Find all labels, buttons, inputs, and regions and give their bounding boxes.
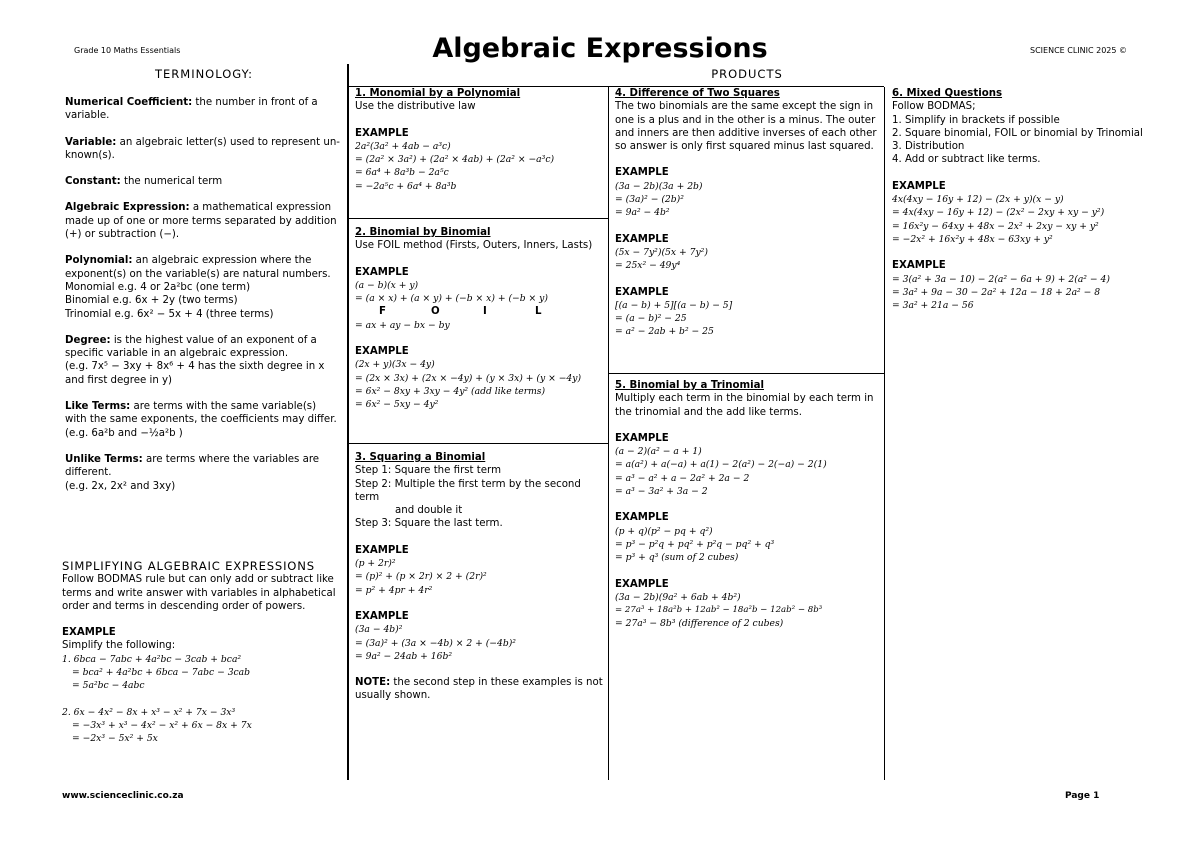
- algebraic-expression-term: Algebraic Expression:: [65, 202, 190, 214]
- like-terms-term: Like Terms:: [65, 401, 131, 413]
- s2-title: 2. Binomial by Binomial: [355, 227, 491, 238]
- section-difference-of-squares: [615, 87, 883, 339]
- s3-example2-label: EXAMPLE: [355, 610, 409, 622]
- s1-text: Use the distributive law: [355, 101, 476, 113]
- simplify-q2-step2: = −2x³ − 5x² + 5x: [72, 733, 158, 745]
- header-grade-label: Grade 10 Maths Essentials: [74, 46, 181, 55]
- s4-c3: = a² − 2ab + b² − 25: [615, 326, 714, 338]
- binomial-example: Binomial e.g. 6x + 2y (two terms): [65, 295, 238, 307]
- s5-title: 5. Binomial by a Trinomial: [615, 380, 765, 391]
- s5-b1: (p + q)(p² − pq + q²): [615, 525, 713, 537]
- s4-example3-label: EXAMPLE: [615, 286, 669, 298]
- s1-example-label: EXAMPLE: [355, 127, 409, 139]
- s5-b3: = p³ + q³ (sum of 2 cubes): [615, 552, 739, 564]
- s4-a2: = (3a)² − (2b)²: [615, 194, 684, 206]
- simplifying-intro: Simplify the following:: [62, 640, 176, 652]
- simplifying-heading: SIMPLIFYING ALGEBRAIC EXPRESSIONS: [62, 559, 315, 573]
- s5-c2: = 27a³ + 18a²b + 12ab² − 18a²b − 12ab² − 8b³: [615, 605, 823, 616]
- simplifying-text: Follow BODMAS rule but can only add or subtract like terms and write answer with variables in alphabetical order and terms in descending order of powers.: [62, 574, 336, 612]
- s6-a4: = −2x² + 16x²y + 48x − 63xy + y²: [892, 233, 1053, 245]
- s2-text: Use FOIL method (Firsts, Outers, Inners, Lasts): [355, 240, 593, 252]
- simplify-q1-step1: = bca² + 4a²bc + 6bca − 7abc − 3cab: [72, 667, 251, 679]
- s6-example1-label: EXAMPLE: [892, 180, 946, 192]
- foil-labels: [355, 305, 605, 318]
- algebraic-expression-def: a mathematical expression made up of one or more terms separated by addition (+) or subtraction (−).: [65, 202, 337, 241]
- s2-b4: = 6x² − 5xy − 4y²: [355, 399, 439, 411]
- s3-example1-label: EXAMPLE: [355, 544, 409, 556]
- foil-l: L: [535, 306, 542, 318]
- footer-website-link[interactable]: www.scienceclinic.co.za: [62, 791, 184, 801]
- section-binomial-trinomial: [615, 379, 883, 631]
- like-terms-example: (e.g. 6a²b and −½a²b ): [65, 427, 183, 439]
- s4-title: 4. Difference of Two Squares: [615, 88, 780, 99]
- s6-title: 6. Mixed Questions: [892, 88, 1003, 99]
- section-squaring-binomial: [355, 451, 607, 703]
- s2-a2: = (a × x) + (a × y) + (−b × x) + (−b × y): [355, 293, 548, 305]
- s2-a3: = ax + ay − bx − by: [355, 319, 450, 331]
- s1-line1: 2a²(3a² + 4ab − a³c): [355, 140, 451, 152]
- products-heading: PRODUCTS: [711, 67, 783, 81]
- variable-def: an algebraic letter(s) used to represent un-known(s).: [65, 136, 340, 161]
- s3-step2-cont: and double it: [395, 505, 463, 517]
- s3-b3: = 9a² − 24ab + 16b²: [355, 650, 453, 662]
- s3-a3: = p² + 4pr + 4r²: [355, 584, 433, 596]
- s2-example1-label: EXAMPLE: [355, 266, 409, 278]
- unlike-terms-term: Unlike Terms:: [65, 453, 143, 465]
- s6-item-4: 4. Add or subtract like terms.: [892, 154, 1041, 166]
- s6-a3: = 16x²y − 64xy + 48x − 2x² + 2xy − xy + y²: [892, 220, 1099, 232]
- s3-a1: (p + 2r)²: [355, 558, 396, 570]
- s6-item-1: 1. Simplify in brackets if possible: [892, 114, 1060, 126]
- foil-i: I: [483, 306, 487, 318]
- s1-line2: = (2a² × 3a²) + (2a² × 4ab) + (2a² × −a³c): [355, 154, 555, 166]
- s1-s2-rule: [349, 218, 608, 219]
- divider-col-3-4: [884, 87, 885, 780]
- numerical-coefficient-term: Numerical Coefficient:: [65, 97, 193, 108]
- s6-b1: = 3(a² + 3a − 10) − 2(a² − 6a + 9) + 2(a² − 4): [892, 273, 1110, 285]
- s4-example1-label: EXAMPLE: [615, 167, 669, 179]
- s6-a1: 4x(4xy − 16y + 12) − (2x + y)(x − y): [892, 194, 1064, 206]
- s2-a1: (a − b)(x + y): [355, 279, 419, 291]
- variable-term: Variable:: [65, 136, 117, 148]
- s5-example1-label: EXAMPLE: [615, 432, 669, 444]
- constant-term: Constant:: [65, 176, 121, 188]
- s4-s5-rule: [609, 373, 885, 374]
- simplifying-example-label: EXAMPLE: [62, 627, 116, 639]
- like-terms-def: are terms with the same variable(s) with the same exponents, the coefficients may differ.: [65, 401, 337, 426]
- foil-o: O: [431, 306, 440, 318]
- section-monomial-polynomial: [355, 87, 605, 193]
- unlike-terms-example: (e.g. 2x, 2x² and 3xy): [65, 480, 176, 492]
- divider-thick: [347, 64, 349, 780]
- page-number: Page 1: [1065, 791, 1100, 801]
- foil-f: F: [379, 306, 386, 318]
- s5-example2-label: EXAMPLE: [615, 512, 669, 524]
- simplify-q1-step2: = 5a²bc − 4abc: [72, 680, 145, 692]
- s3-step1: Step 1: Square the first term: [355, 465, 501, 477]
- s3-note-label: NOTE:: [355, 677, 391, 689]
- simplify-q2-step1: = −3x³ + x³ − 4x² − x² + 6x − 8x + 7x: [72, 719, 252, 731]
- s6-b2: = 3a² + 9a − 30 − 2a² + 12a − 18 + 2a² − 8: [892, 286, 1101, 298]
- s5-c1: (3a − 2b)(9a² + 6ab + 4b²): [615, 591, 741, 603]
- s3-title: 3. Squaring a Binomial: [355, 452, 486, 463]
- s6-item-2: 2. Square binomial, FOIL or binomial by Trinomial: [892, 127, 1143, 139]
- s2-s3-rule: [349, 443, 608, 444]
- degree-example-1: (e.g. 7x⁵ − 3xy + 8x⁶ + 4 has the sixth degree in x: [65, 361, 325, 373]
- s5-a1: (a − 2)(a² − a + 1): [615, 446, 702, 458]
- s6-b3: = 3a² + 21a − 56: [892, 300, 974, 312]
- s3-step2: Step 2: Multiple the first term by the second term: [355, 478, 581, 503]
- s4-a1: (3a − 2b)(3a + 2b): [615, 180, 703, 192]
- section-mixed-questions: [892, 87, 1154, 312]
- s3-note-text: the second step in these examples is not usually shown.: [355, 677, 603, 702]
- s6-example2-label: EXAMPLE: [892, 260, 946, 272]
- simplify-q1: 1. 6bca − 7abc + 4a²bc − 3cab + bca²: [62, 653, 242, 665]
- s4-example2-label: EXAMPLE: [615, 233, 669, 245]
- page-title: Algebraic Expressions: [432, 33, 768, 64]
- simplifying-section: [62, 560, 344, 746]
- s2-b3: = 6x² − 8xy + 3xy − 4y² (add like terms): [355, 385, 546, 397]
- s4-a3: = 9a² − 4b²: [615, 207, 670, 219]
- s6-item-3: 3. Distribution: [892, 141, 965, 153]
- s1-line4: = −2a⁵c + 6a⁴ + 8a³b: [355, 180, 457, 192]
- s5-a2: = a(a²) + a(−a) + a(1) − 2(a²) − 2(−a) − 2(1): [615, 459, 827, 471]
- s5-b2: = p³ − p²q + pq² + p²q − pq² + q³: [615, 538, 775, 550]
- s4-b2: = 25x² − 49y⁴: [615, 260, 681, 272]
- header-copyright: SCIENCE CLINIC 2025 ©: [1030, 46, 1128, 55]
- degree-example-2: and first degree in y): [65, 374, 173, 386]
- degree-term: Degree:: [65, 334, 111, 346]
- s1-line3: = 6a⁴ + 8a³b − 2a⁵c: [355, 167, 449, 179]
- constant-def: the numerical term: [123, 176, 223, 188]
- section-binomial-binomial: [355, 226, 605, 412]
- s4-text: The two binomials are the same except the sign in one is a plus and in the other is a minus. The outer and inners are then additive inverses of each other so answer is only first squared minus last squared.: [615, 101, 877, 153]
- numerical-coefficient-def: the number in front of a variable.: [65, 97, 318, 122]
- simplify-q2: 2. 6x − 4x² − 8x + x³ − x² + 7x − 3x³: [62, 706, 236, 718]
- s3-b1: (3a − 4b)²: [355, 624, 403, 636]
- s3-b2: = (3a)² + (3a × −4b) × 2 + (−4b)²: [355, 637, 516, 649]
- terminology-section: [65, 96, 340, 493]
- terminology-heading: TERMINOLOGY:: [154, 67, 253, 81]
- s3-a2: = (p)² + (p × 2r) × 2 + (2r)²: [355, 571, 487, 583]
- s6-a2: = 4x(4xy − 16y + 12) − (2x² − 2xy + xy − y²): [892, 207, 1105, 219]
- degree-def: is the highest value of an exponent of a specific variable in an algebraic expression.: [65, 334, 317, 360]
- s1-title: 1. Monomial by a Polynomial: [355, 88, 521, 99]
- polynomial-def: an algebraic expression where the exponent(s) on the variable(s) are natural numbers.: [65, 255, 331, 280]
- divider-col-2-3: [608, 87, 609, 780]
- s5-example3-label: EXAMPLE: [615, 578, 669, 590]
- s4-b1: (5x − 7y²)(5x + 7y²): [615, 246, 708, 258]
- s3-step3: Step 3: Square the last term.: [355, 518, 503, 530]
- s6-text: Follow BODMAS;: [892, 101, 976, 113]
- s5-a3: = a³ − a² + a − 2a² + 2a − 2: [615, 472, 750, 484]
- s4-c2: = (a − b)² − 25: [615, 313, 687, 325]
- polynomial-term: Polynomial:: [65, 255, 133, 267]
- monomial-example: Monomial e.g. 4 or 2a²bc (one term): [65, 281, 251, 293]
- s5-c3: = 27a³ − 8b³ (difference of 2 cubes): [615, 618, 784, 630]
- s2-b1: (2x + y)(3x − 4y): [355, 359, 435, 371]
- unlike-terms-def: are terms where the variables are different.: [65, 453, 320, 479]
- trinomial-example: Trinomial e.g. 6x² − 5x + 4 (three terms): [65, 308, 274, 320]
- s5-a4: = a³ − 3a² + 3a − 2: [615, 486, 708, 498]
- s5-text: Multiply each term in the binomial by each term in the trinomial and the add like terms.: [615, 393, 874, 418]
- s2-b2: = (2x × 3x) + (2x × −4y) + (y × 3x) + (y × −4y): [355, 372, 582, 384]
- s4-c1: [(a − b) + 5][(a − b) − 5]: [615, 299, 733, 311]
- s2-example2-label: EXAMPLE: [355, 346, 409, 358]
